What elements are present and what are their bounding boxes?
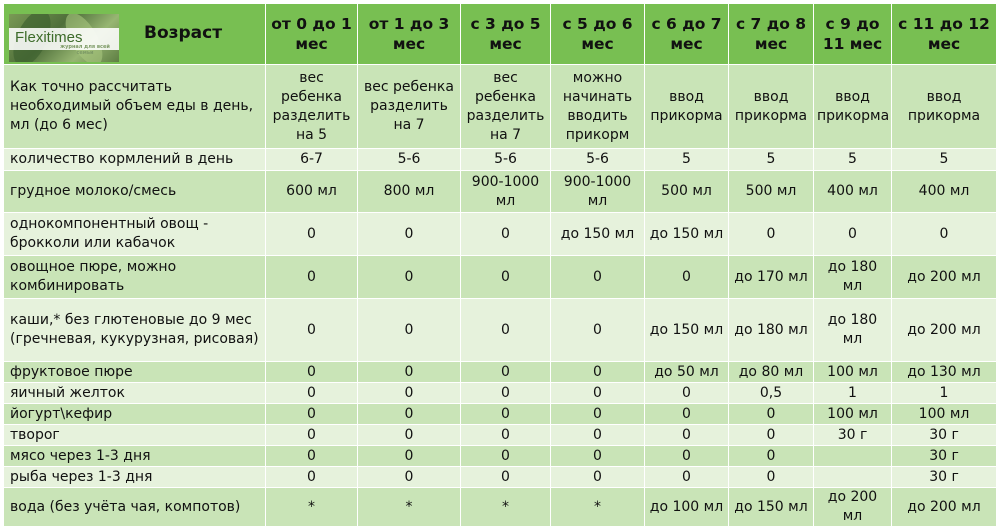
table-cell: *	[461, 488, 551, 527]
table-cell: до 180 мл	[729, 299, 814, 362]
table-row	[4, 467, 997, 488]
row-label: Как точно рассчитать необходимый объем еды в день, мл (до 6 мес)	[4, 65, 266, 149]
table-cell: 0	[358, 404, 461, 425]
table-cell: 100 мл	[814, 362, 892, 383]
table-cell: 0	[266, 404, 358, 425]
table-cell: 0	[551, 446, 645, 467]
table-cell: 0	[645, 256, 729, 299]
table-cell: 100 мл	[892, 404, 997, 425]
table-cell: вес ребенка разделить на 7	[461, 65, 551, 149]
table-cell: ввод прикорма	[892, 65, 997, 149]
feeding-table	[3, 3, 997, 527]
table-row	[4, 404, 997, 425]
table-cell: 0	[645, 404, 729, 425]
row-label: количество кормлений в день	[4, 149, 266, 171]
table-cell: 30 г	[814, 425, 892, 446]
row-label: йогурт\кефир	[4, 404, 266, 425]
table-cell: 0	[551, 299, 645, 362]
table-cell: 0	[645, 383, 729, 404]
table-row	[4, 446, 997, 467]
table-cell: можно начинать вводить прикорм	[551, 65, 645, 149]
row-label: каши,* без глютеновые до 9 мес (гречневая, кукурузная, рисовая)	[4, 299, 266, 362]
table-cell: 0	[266, 256, 358, 299]
table-cell: 0	[551, 362, 645, 383]
age-column-header: от 0 до 1 мес	[266, 4, 358, 65]
table-cell	[814, 467, 892, 488]
table-cell: 0	[461, 383, 551, 404]
table-cell: 0	[266, 446, 358, 467]
age-column-header: с 11 до 12 мес	[892, 4, 997, 65]
table-cell	[814, 446, 892, 467]
table-cell: 600 мл	[266, 171, 358, 213]
table-cell: *	[266, 488, 358, 527]
row-label: яичный желток	[4, 383, 266, 404]
table-cell: 0	[461, 299, 551, 362]
table-cell: 5-6	[358, 149, 461, 171]
table-cell: ввод прикорма	[729, 65, 814, 149]
table-cell: 0	[358, 299, 461, 362]
table-cell: 900-1000 мл	[551, 171, 645, 213]
table-cell: до 150 мл	[729, 488, 814, 527]
table-cell: 0	[645, 467, 729, 488]
table-cell: 0	[266, 299, 358, 362]
table-row	[4, 171, 997, 213]
table-row	[4, 383, 997, 404]
age-column-header: от 1 до 3 мес	[358, 4, 461, 65]
table-cell: 900-1000 мл	[461, 171, 551, 213]
row-label: овощное пюре, можно комбинировать	[4, 256, 266, 299]
table-cell: 0	[461, 256, 551, 299]
table-cell: 0,5	[729, 383, 814, 404]
table-cell: до 180 мл	[814, 299, 892, 362]
table-cell: 5	[645, 149, 729, 171]
table-cell: 0	[645, 425, 729, 446]
age-column-header: с 3 до 5 мес	[461, 4, 551, 65]
table-cell: 30 г	[892, 425, 997, 446]
table-row	[4, 299, 997, 362]
row-label: грудное молоко/смесь	[4, 171, 266, 213]
table-cell: 0	[358, 467, 461, 488]
table-cell: ввод прикорма	[645, 65, 729, 149]
logo-tagline: журнал для всей семьи	[60, 44, 110, 56]
table-cell: до 150 мл	[645, 299, 729, 362]
row-label: фруктовое пюре	[4, 362, 266, 383]
flexitimes-logo	[9, 14, 119, 62]
table-row	[4, 488, 997, 527]
table-cell: *	[551, 488, 645, 527]
table-cell: 5	[892, 149, 997, 171]
table-cell: 0	[729, 404, 814, 425]
table-cell: 0	[461, 467, 551, 488]
table-cell: 400 мл	[892, 171, 997, 213]
table-cell: ввод прикорма	[814, 65, 892, 149]
table-cell: до 100 мл	[645, 488, 729, 527]
table-cell: 0	[358, 256, 461, 299]
table-cell: 0	[729, 446, 814, 467]
table-cell: 30 г	[892, 467, 997, 488]
table-cell: 0	[645, 446, 729, 467]
table-cell: 100 мл	[814, 404, 892, 425]
age-column-header: с 6 до 7 мес	[645, 4, 729, 65]
table-cell: до 200 мл	[892, 488, 997, 527]
age-column-header: с 7 до 8 мес	[729, 4, 814, 65]
table-cell: 0	[266, 425, 358, 446]
table-cell: до 200 мл	[814, 488, 892, 527]
table-cell: 0	[729, 425, 814, 446]
table-cell: 0	[551, 256, 645, 299]
table-row	[4, 256, 997, 299]
logo-brand: Flexitimes	[15, 29, 83, 46]
table-cell: 0	[551, 404, 645, 425]
table-cell: до 180 мл	[814, 256, 892, 299]
table-cell: до 150 мл	[645, 213, 729, 256]
row-label: однокомпонентный овощ - брокколи или кабачок	[4, 213, 266, 256]
table-cell: 0	[814, 213, 892, 256]
table-cell: до 170 мл	[729, 256, 814, 299]
age-column-header: с 9 до 11 мес	[814, 4, 892, 65]
table-cell: 0	[461, 213, 551, 256]
table-cell: 6-7	[266, 149, 358, 171]
header-title-cell	[4, 4, 266, 65]
table-cell: 400 мл	[814, 171, 892, 213]
table-cell: 0	[266, 467, 358, 488]
table-cell: 0	[358, 425, 461, 446]
header-row	[4, 4, 997, 65]
table-cell: до 200 мл	[892, 256, 997, 299]
age-header-title: Возраст	[144, 23, 223, 43]
table-cell: 30 г	[892, 446, 997, 467]
table-cell: 0	[461, 362, 551, 383]
table-cell: 0	[358, 213, 461, 256]
table-cell: 0	[729, 213, 814, 256]
table-row	[4, 362, 997, 383]
row-label: мясо через 1-3 дня	[4, 446, 266, 467]
table-cell: 5-6	[461, 149, 551, 171]
table-row	[4, 213, 997, 256]
table-cell: 0	[358, 362, 461, 383]
table-cell: 5	[729, 149, 814, 171]
row-label: рыба через 1-3 дня	[4, 467, 266, 488]
table-cell: вес ребенка разделить на 5	[266, 65, 358, 149]
table-cell: 500 мл	[729, 171, 814, 213]
table-cell: 1	[892, 383, 997, 404]
table-row	[4, 149, 997, 171]
table-cell: до 50 мл	[645, 362, 729, 383]
row-label: вода (без учёта чая, компотов)	[4, 488, 266, 527]
table-cell: 0	[266, 213, 358, 256]
table-cell: 0	[551, 383, 645, 404]
table-cell: 0	[551, 467, 645, 488]
table-cell: 5-6	[551, 149, 645, 171]
table-cell: до 150 мл	[551, 213, 645, 256]
table-cell: до 200 мл	[892, 299, 997, 362]
age-column-header: с 5 до 6 мес	[551, 4, 645, 65]
table-cell: 0	[358, 383, 461, 404]
table-cell: 800 мл	[358, 171, 461, 213]
table-row	[4, 65, 997, 149]
table-cell: 1	[814, 383, 892, 404]
table-cell: 500 мл	[645, 171, 729, 213]
table-cell: 0	[551, 425, 645, 446]
table-cell: *	[358, 488, 461, 527]
table-cell: 0	[461, 425, 551, 446]
table-cell: 0	[461, 404, 551, 425]
table-row	[4, 425, 997, 446]
table-cell: 0	[266, 383, 358, 404]
table-cell: 0	[461, 446, 551, 467]
table-cell: 0	[729, 467, 814, 488]
table-cell: 0	[266, 362, 358, 383]
table-cell: вес ребенка разделить на 7	[358, 65, 461, 149]
row-label: творог	[4, 425, 266, 446]
table-cell: 0	[892, 213, 997, 256]
table-cell: до 80 мл	[729, 362, 814, 383]
table-cell: 0	[358, 446, 461, 467]
table-cell: 5	[814, 149, 892, 171]
table-cell: до 130 мл	[892, 362, 997, 383]
